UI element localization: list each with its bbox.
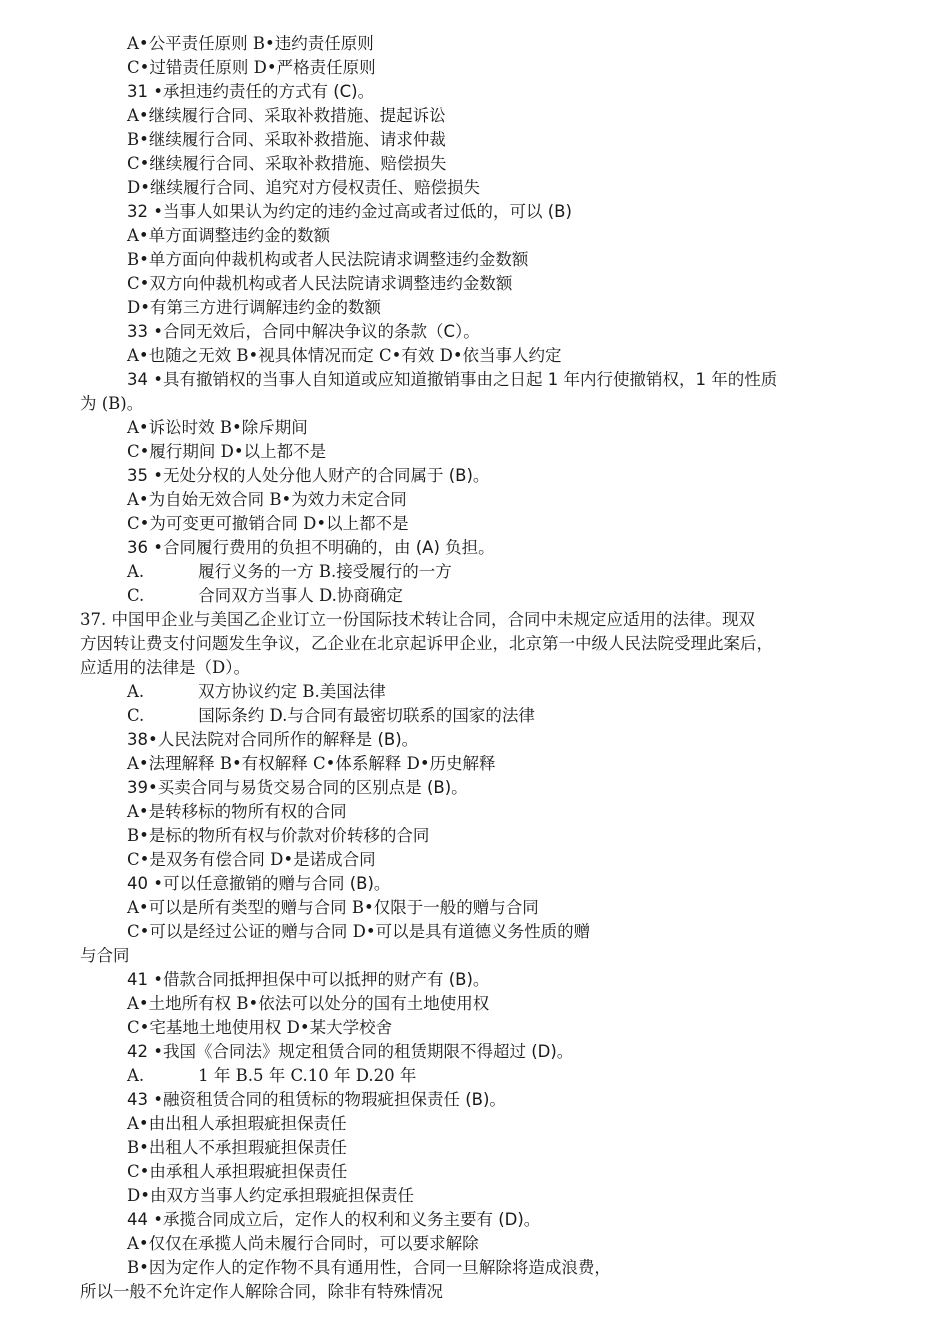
question-37-continuation: 应适用的法律是（D）。 bbox=[80, 658, 250, 677]
question-37-continuation: 方因转让费支付问题发生争议，乙企业在北京起诉甲企业，北京第一中级人民法院受理此案后， bbox=[80, 634, 773, 653]
question-35: 35 •无处分权的人处分他人财产的合同属于 (B)。 bbox=[127, 466, 490, 485]
option-text: 双方协议约定 B.美国法律 bbox=[198, 682, 386, 701]
option-line: C•双方向仲裁机构或者人民法院请求调整违约金数额 bbox=[127, 274, 513, 293]
option-line: B•继续履行合同、采取补救措施、请求仲裁 bbox=[127, 130, 446, 149]
option-letter: C. bbox=[127, 706, 145, 725]
option-line: C•继续履行合同、采取补救措施、赔偿损失 bbox=[127, 154, 447, 173]
option-letter: A. bbox=[127, 562, 145, 581]
question-34-continuation: 为 (B)。 bbox=[80, 394, 144, 413]
option-line: C•可以是经过公证的赠与合同 D•可以是具有道德义务性质的赠 bbox=[127, 922, 591, 941]
option-line: D•继续履行合同、追究对方侵权责任、赔偿损失 bbox=[127, 178, 480, 197]
option-line: B•是标的物所有权与价款对价转移的合同 bbox=[127, 826, 430, 845]
option-text: 国际条约 D.与合同有最密切联系的国家的法律 bbox=[198, 706, 535, 725]
question-44: 44 •承揽合同成立后，定作人的权利和义务主要有 (D)。 bbox=[127, 1210, 541, 1229]
option-line-continuation: 与合同 bbox=[80, 946, 130, 965]
option-line: D•有第三方进行调解违约金的数额 bbox=[127, 298, 381, 317]
option-line: A•法理解释 B•有权解释 C•体系解释 D•历史解释 bbox=[127, 754, 496, 773]
option-line bbox=[127, 560, 452, 584]
option-line: A•单方面调整违约金的数额 bbox=[127, 226, 331, 245]
option-line bbox=[127, 1064, 416, 1088]
option-letter: A. bbox=[127, 1066, 145, 1085]
option-text: 履行义务的一方 B.接受履行的一方 bbox=[198, 562, 452, 581]
question-38: 38•人民法院对合同所作的解释是 (B)。 bbox=[127, 730, 419, 749]
option-line: A•是转移标的物所有权的合同 bbox=[127, 802, 347, 821]
option-line: A•公平责任原则 B•违约责任原则 bbox=[127, 34, 374, 53]
option-line bbox=[127, 704, 535, 728]
question-43: 43 •融资租赁合同的租赁标的物瑕疵担保责任 (B)。 bbox=[127, 1090, 506, 1109]
option-text: 合同双方当事人 D.协商确定 bbox=[198, 586, 403, 605]
option-line: C•履行期间 D•以上都不是 bbox=[127, 442, 327, 461]
option-line-continuation: 所以一般不允许定作人解除合同，除非有特殊情况 bbox=[80, 1282, 443, 1301]
option-line: C•过错责任原则 D•严格责任原则 bbox=[127, 58, 376, 77]
question-41: 41 •借款合同抵押担保中可以抵押的财产有 (B)。 bbox=[127, 970, 490, 989]
option-line: C•宅基地土地使用权 D•某大学校舍 bbox=[127, 1018, 393, 1037]
option-line: C•是双务有偿合同 D•是诺成合同 bbox=[127, 850, 376, 869]
option-line bbox=[127, 584, 403, 608]
option-line: A•土地所有权 B•依法可以处分的国有土地使用权 bbox=[127, 994, 490, 1013]
option-line: A•仅仅在承揽人尚未履行合同时，可以要求解除 bbox=[127, 1234, 479, 1253]
option-line bbox=[127, 680, 386, 704]
question-40: 40 •可以任意撤销的赠与合同 (B)。 bbox=[127, 874, 391, 893]
question-39: 39•买卖合同与易货交易合同的区别点是 (B)。 bbox=[127, 778, 468, 797]
option-line: C•由承租人承担瑕疵担保责任 bbox=[127, 1162, 348, 1181]
option-letter: A. bbox=[127, 682, 145, 701]
question-34: 34 •具有撤销权的当事人自知道或应知道撤销事由之日起 1 年内行使撤销权，1 年的性质 bbox=[127, 370, 778, 389]
option-line: D•由双方当事人约定承担瑕疵担保责任 bbox=[127, 1186, 414, 1205]
option-line: A•也随之无效 B•视具体情况而定 C•有效 D•依当事人约定 bbox=[127, 346, 562, 365]
option-line: A•由出租人承担瑕疵担保责任 bbox=[127, 1114, 347, 1133]
option-line: A•继续履行合同、采取补救措施、提起诉讼 bbox=[127, 106, 446, 125]
question-33: 33 •合同无效后，合同中解决争议的条款（C）。 bbox=[127, 322, 480, 341]
option-line: A•可以是所有类型的赠与合同 B•仅限于一般的赠与合同 bbox=[127, 898, 539, 917]
option-line: B•因为定作人的定作物不具有通用性，合同一旦解除将造成浪费， bbox=[127, 1258, 611, 1277]
option-line: B•出租人不承担瑕疵担保责任 bbox=[127, 1138, 347, 1157]
question-37: 37. 中国甲企业与美国乙企业订立一份国际技术转让合同，合同中未规定应适用的法律。现双 bbox=[80, 610, 755, 629]
question-42: 42 •我国《合同法》规定租赁合同的租赁期限不得超过 (D)。 bbox=[127, 1042, 574, 1061]
option-line: A•为自始无效合同 B•为效力未定合同 bbox=[127, 490, 407, 509]
option-line: B•单方面向仲裁机构或者人民法院请求调整违约金数额 bbox=[127, 250, 529, 269]
question-32: 32 •当事人如果认为约定的违约金过高或者过低的，可以 (B) bbox=[127, 202, 572, 221]
option-text: 1 年 B.5 年 C.10 年 D.20 年 bbox=[198, 1066, 417, 1085]
option-letter: C. bbox=[127, 586, 145, 605]
option-line: A•诉讼时效 B•除斥期间 bbox=[127, 418, 308, 437]
option-line: C•为可变更可撤销合同 D•以上都不是 bbox=[127, 514, 409, 533]
question-31: 31 •承担违约责任的方式有 (C)。 bbox=[127, 82, 375, 101]
question-36: 36 •合同履行费用的负担不明确的，由 (A) 负担。 bbox=[127, 538, 495, 557]
